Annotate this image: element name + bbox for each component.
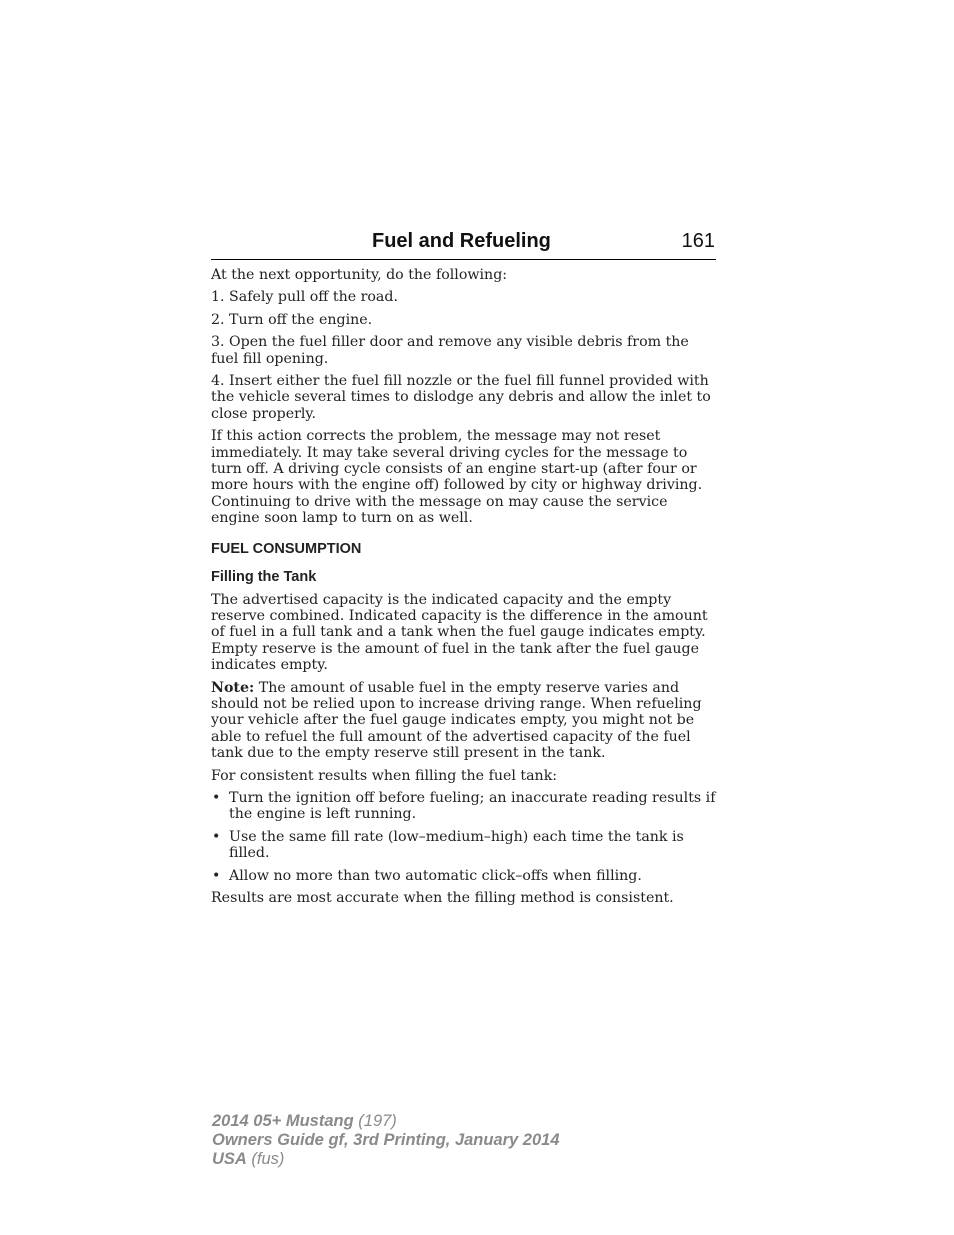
- list-item: [211, 868, 717, 884]
- list-item-text: Allow no more than two automatic click–offs when filling.: [229, 867, 642, 884]
- footer-market-code: (fus): [246, 1150, 285, 1168]
- page-content: [211, 267, 717, 912]
- page-header: [211, 228, 716, 260]
- capacity-paragraph: The advertised capacity is the indicated capacity and the empty reserve combined. Indicated capacity is the difference in the amount of fuel in a full tank and a tank when the fuel gauge indicates empty. Empty reserve is the amount of fuel in the tank after the fuel gauge indicates empty.: [211, 591, 708, 674]
- list-item: [211, 829, 717, 862]
- bullet-icon: •: [212, 828, 221, 845]
- bullet-icon: •: [212, 867, 221, 884]
- filling-the-tank-heading: Filling the Tank: [211, 569, 317, 586]
- list-item-text: Turn the ignition off before fueling; an inaccurate reading results if the engine is left running.: [229, 789, 716, 823]
- footer-line-2: Owners Guide gf, 3rd Printing, January 2014: [212, 1131, 560, 1149]
- note-label: Note:: [211, 679, 255, 696]
- page-footer: [212, 1112, 560, 1169]
- step-1: 1. Safely pull off the road.: [211, 289, 398, 306]
- step-2: 2. Turn off the engine.: [211, 311, 373, 328]
- footer-market: USA: [212, 1150, 247, 1168]
- step-4: 4. Insert either the fuel fill nozzle or the fuel fill funnel provided with the vehicle several times to dislodge any debris and allow the inlet to close properly.: [211, 373, 711, 422]
- note-paragraph: [211, 680, 717, 762]
- action-paragraph: If this action corrects the problem, the message may not reset immediately. It may take several driving cycles for the message to turn off. A driving cycle consists of an engine start-up (after four or more hours with the engine off) followed by city or highway driving. Continuing to drive with the message on may cause the service engine soon lamp to turn on as well.: [211, 428, 703, 527]
- list-item: [211, 790, 717, 823]
- fuel-consumption-heading: FUEL CONSUMPTION: [211, 540, 362, 557]
- footer-model-code: (197): [353, 1112, 397, 1130]
- list-item-text: Use the same fill rate (low–medium–high) each time the tank is filled.: [229, 828, 684, 862]
- footer-line-1: [212, 1112, 560, 1131]
- page-number: 161: [681, 230, 715, 252]
- footer-model: 2014 05+ Mustang: [212, 1112, 354, 1130]
- section-title: Fuel and Refueling: [372, 230, 551, 252]
- footer-line-3: [212, 1150, 560, 1169]
- intro-text: At the next opportunity, do the following:: [211, 267, 508, 283]
- note-text: The amount of usable fuel in the empty reserve varies and should not be relied upon to increase driving range. When refueling your vehicle after the fuel gauge indicates empty, you might not be able to refuel the full amount of the advertised capacity of the fuel tank due to the empty reserve still present in the tank.: [211, 679, 702, 762]
- bullet-icon: •: [212, 789, 221, 806]
- fueling-tips-list: [211, 790, 717, 884]
- closing-text: Results are most accurate when the filling method is consistent.: [211, 890, 674, 906]
- step-3: 3. Open the fuel filler door and remove any visible debris from the fuel fill opening.: [211, 334, 689, 367]
- consistent-results-intro: For consistent results when filling the fuel tank:: [211, 767, 558, 784]
